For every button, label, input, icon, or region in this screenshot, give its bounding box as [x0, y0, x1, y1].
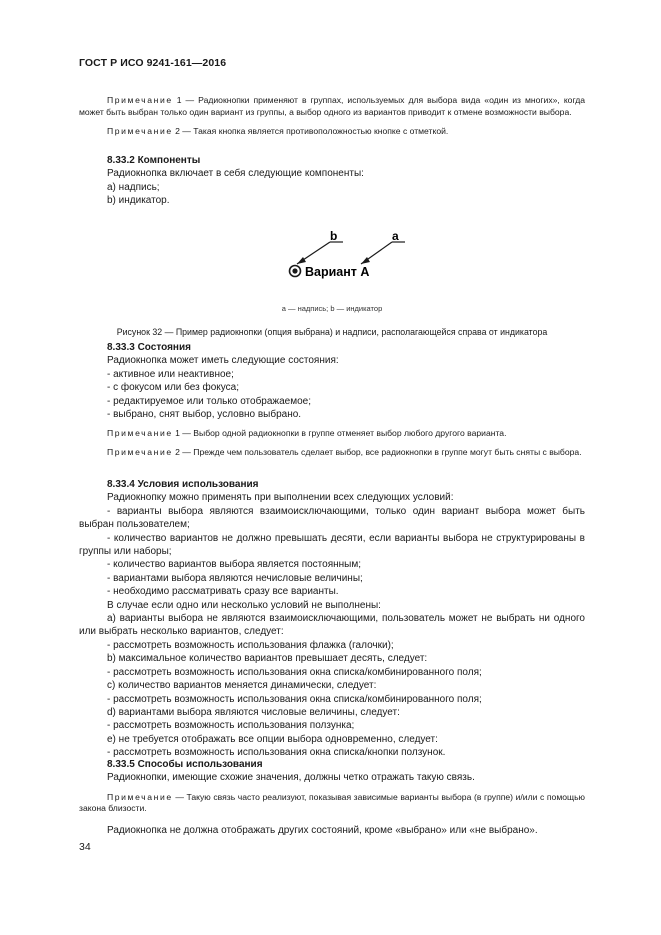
list-item: - количество вариантов не должно превышать десяти, если варианты выбора не структурированы в группы или наборы; [79, 532, 585, 558]
list-item: - рассмотреть возможность использования окна списка/кнопки ползунок. [107, 747, 446, 759]
note-1: Примечание 1 — Радиокнопки применяют в группах, используемых для выбора вида «один из многих», когда может быть выбран только один вариант из группы, а выбор одного из вариантов приводит к отмене возможности выбора. [79, 95, 585, 117]
note: Примечание 1 — Выбор одной радиокнопки в группе отменяет выбор любого другого варианта. [107, 428, 507, 439]
list-item: е) не требуется отображать все опции выбора одновременно, следует: [107, 733, 438, 745]
arrow-b-head [297, 257, 306, 264]
list-item: b) максимальное количество вариантов превышает десять, следует: [107, 653, 428, 665]
figure-legend: а — надпись; b — индикатор [281, 304, 383, 313]
figure-32 [79, 220, 585, 345]
list-item: b) индикатор. [107, 195, 170, 207]
radio-option-label: Вариант А [305, 265, 370, 279]
figure-caption: Рисунок 32 — Пример радиокнопки (опция выбрана) и надписи, располагающейся справа от индикатора [116, 327, 548, 337]
radio-dot-icon [292, 268, 297, 273]
section-8-33-2 [79, 154, 585, 208]
paragraph: Радиокнопка включает в себя следующие компоненты: [107, 168, 364, 180]
label-a: a [392, 229, 399, 243]
section-heading: 8.33.4 Условия использования [107, 479, 259, 490]
document-header: ГОСТ Р ИСО 9241-161—2016 [79, 57, 227, 69]
radio-button-diagram [79, 220, 585, 300]
section-heading: 8.33.3 Состояния [107, 342, 191, 353]
list-item: - выбрано, снят выбор, условно выбрано. [107, 409, 302, 421]
list-item: - количество вариантов выбора является постоянным; [107, 559, 361, 571]
paragraph: В случае если одно или несколько условий не выполнены: [107, 599, 381, 611]
paragraph: Радиокнопки, имеющие схожие значения, должны четко отражать такую связь. [107, 772, 475, 784]
section-8-33-5 [79, 758, 585, 837]
section-heading: 8.33.2 Компоненты [107, 155, 201, 166]
paragraph: Радиокнопку можно применять при выполнении всех следующих условий: [107, 492, 454, 504]
page-number: 34 [79, 841, 91, 853]
list-item: - необходимо рассматривать сразу все варианты. [107, 586, 339, 598]
section-8-33-4 [79, 478, 585, 760]
paragraph: Радиокнопка не должна отображать других состояний, кроме «выбрано» или «не выбрано». [107, 825, 538, 836]
list-item: - рассмотреть возможность использования флажка (галочки); [107, 639, 394, 651]
note: Примечание — Такую связь часто реализуют, показывая зависимые варианты выбора (в группе) и/или с помощью закона близости. [79, 791, 585, 814]
list-item: - с фокусом или без фокуса; [107, 382, 239, 394]
list-item: а) варианты выбора не являются взаимоисключающими, пользователь может не выбрать ни одного или выбрать несколько вариантов, следует: [79, 613, 585, 638]
paragraph: Радиокнопка может иметь следующие состояния: [107, 355, 339, 367]
list-item: - редактируемое или только отображаемое; [107, 395, 312, 407]
section-8-33-3 [79, 341, 585, 459]
top-notes [79, 95, 585, 138]
list-item: - рассмотреть возможность использования окна списка/комбинированного поля; [107, 666, 482, 678]
list-item: а) надпись; [107, 181, 160, 193]
label-b: b [330, 229, 338, 243]
list-item: с) количество вариантов меняется динамически, следует: [107, 680, 377, 692]
note: Примечание 2 — Прежде чем пользователь сделает выбор, все радиокнопки в группе могут быть сняты с выбора. [107, 447, 582, 458]
list-item: - варианты выбора являются взаимоисключающими, только один вариант выбора может быть выбран пользователем; [79, 505, 585, 531]
list-item: - рассмотреть возможность использования ползунка; [107, 720, 355, 732]
section-heading: 8.33.5 Способы использования [107, 759, 263, 770]
list-item: - активное или неактивное; [107, 368, 234, 380]
note-2: Примечание 2 — Такая кнопка является противоположностью кнопке с отметкой. [107, 126, 449, 137]
list-item: d) вариантами выбора являются числовые величины, следует: [107, 706, 400, 718]
list-item: - рассмотреть возможность использования окна списка/комбинированного поля; [107, 693, 482, 705]
list-item: - вариантами выбора являются нечисловые величины; [107, 572, 363, 584]
